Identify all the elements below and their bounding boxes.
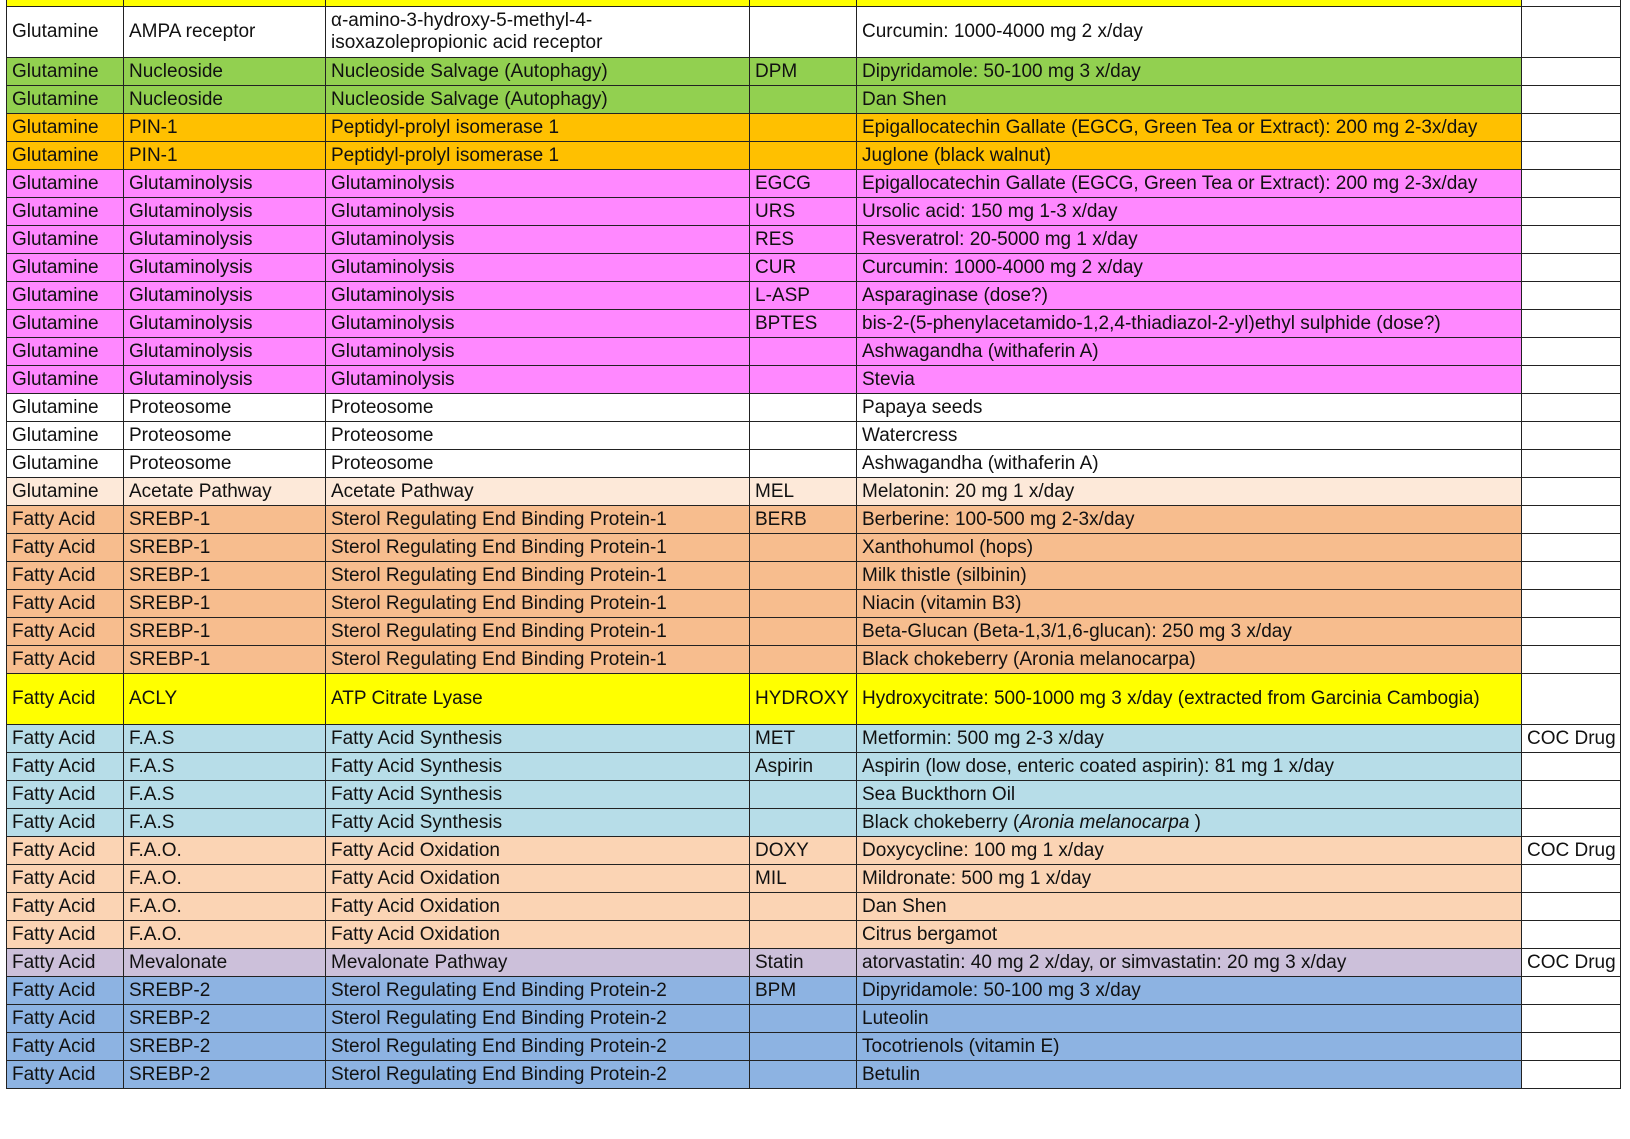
category-cell[interactable]: Glutamine [7,450,124,478]
treatment-cell[interactable]: Dipyridamole: 50-100 mg 3 x/day [857,977,1522,1005]
target-cell[interactable]: PIN-1 [124,142,326,170]
note-cell[interactable] [1522,921,1621,949]
pathway-cell[interactable]: Sterol Regulating End Binding Protein-2 [326,1033,750,1061]
abbreviation-cell[interactable] [750,921,857,949]
abbreviation-cell[interactable]: DPM [750,58,857,86]
pathway-cell[interactable]: Fatty Acid Synthesis [326,725,750,753]
category-cell[interactable]: Fatty Acid [7,674,124,725]
category-cell[interactable]: Glutamine [7,198,124,226]
pathway-cell[interactable]: α-amino-3-hydroxy-5-methyl-4-isoxazolepropionic acid receptor [326,7,750,58]
category-cell[interactable]: Glutamine [7,310,124,338]
table-row [7,170,1621,198]
pathway-cell[interactable]: Fatty Acid Oxidation [326,837,750,865]
target-cell[interactable]: Proteosome [124,422,326,450]
table-row [7,198,1621,226]
pathway-cell[interactable]: Proteosome [326,450,750,478]
pathway-cell[interactable]: Sterol Regulating End Binding Protein-1 [326,506,750,534]
abbreviation-cell[interactable] [750,394,857,422]
abbreviation-cell[interactable]: MEL [750,478,857,506]
target-cell[interactable]: F.A.O. [124,921,326,949]
category-cell[interactable]: Fatty Acid [7,562,124,590]
abbreviation-cell[interactable] [750,562,857,590]
pathway-cell[interactable]: Glutaminolysis [326,170,750,198]
table-row [7,422,1621,450]
category-cell[interactable]: Glutamine [7,114,124,142]
target-cell[interactable]: F.A.S [124,753,326,781]
table-body [7,0,1621,1089]
table-row [7,781,1621,809]
note-cell[interactable] [1522,198,1621,226]
pathway-cell[interactable]: Fatty Acid Synthesis [326,809,750,837]
category-cell[interactable]: Fatty Acid [7,725,124,753]
pathway-cell[interactable]: Nucleoside Salvage (Autophagy) [326,86,750,114]
table-row [7,114,1621,142]
category-cell[interactable]: Glutamine [7,282,124,310]
table-row [7,674,1621,725]
pathway-cell[interactable]: Sterol Regulating End Binding Protein-2 [326,1005,750,1033]
abbreviation-cell[interactable] [750,534,857,562]
pathway-cell[interactable]: Sterol Regulating End Binding Protein-2 [326,977,750,1005]
abbreviation-cell[interactable] [750,1005,857,1033]
category-cell[interactable]: Glutamine [7,58,124,86]
category-cell[interactable]: Fatty Acid [7,865,124,893]
pathway-cell[interactable]: Glutaminolysis [326,282,750,310]
note-cell[interactable] [1522,114,1621,142]
abbreviation-cell[interactable] [750,338,857,366]
target-cell[interactable]: SREBP-1 [124,618,326,646]
table-row [7,142,1621,170]
note-cell[interactable] [1522,590,1621,618]
category-cell[interactable]: Fatty Acid [7,534,124,562]
category-cell[interactable]: Fatty Acid [7,977,124,1005]
table-row [7,1061,1621,1089]
treatment-cell[interactable]: atorvastatin: 40 mg 2 x/day, or simvastatin: 20 mg 3 x/day [857,949,1522,977]
target-cell[interactable]: SREBP-2 [124,1033,326,1061]
target-cell[interactable]: SREBP-1 [124,646,326,674]
treatment-cell[interactable]: Melatonin: 20 mg 1 x/day [857,478,1522,506]
pathway-cell[interactable]: Glutaminolysis [326,310,750,338]
abbreviation-cell[interactable]: Statin [750,949,857,977]
target-cell[interactable]: Glutaminolysis [124,338,326,366]
target-cell[interactable]: F.A.S [124,725,326,753]
table-row [7,590,1621,618]
pathway-cell[interactable]: Sterol Regulating End Binding Protein-1 [326,646,750,674]
treatment-cell[interactable]: Curcumin: 1000-4000 mg 2 x/day [857,254,1522,282]
table-row [7,837,1621,865]
pathway-cell[interactable]: Peptidyl-prolyl isomerase 1 [326,142,750,170]
note-cell[interactable] [1522,142,1621,170]
note-cell[interactable] [1522,1033,1621,1061]
category-cell[interactable]: Glutamine [7,338,124,366]
table-row [7,725,1621,753]
table-row [7,893,1621,921]
target-cell[interactable]: Glutaminolysis [124,170,326,198]
treatment-cell[interactable]: Mildronate: 500 mg 1 x/day [857,865,1522,893]
note-cell[interactable] [1522,310,1621,338]
treatment-cell[interactable]: Niacin (vitamin B3) [857,590,1522,618]
pathway-cell[interactable]: Mevalonate Pathway [326,949,750,977]
category-cell[interactable]: Fatty Acid [7,893,124,921]
abbreviation-cell[interactable]: MET [750,725,857,753]
treatment-cell[interactable]: Milk thistle (silbinin) [857,562,1522,590]
pathway-cell[interactable]: Proteosome [326,394,750,422]
target-cell[interactable]: F.A.O. [124,893,326,921]
note-cell[interactable] [1522,394,1621,422]
spreadsheet-table [6,0,1621,1089]
target-cell[interactable]: F.A.O. [124,837,326,865]
treatment-cell[interactable]: Citrus bergamot [857,921,1522,949]
note-cell[interactable] [1522,674,1621,725]
category-cell[interactable]: Fatty Acid [7,837,124,865]
category-cell[interactable]: Fatty Acid [7,506,124,534]
pathway-cell[interactable]: Sterol Regulating End Binding Protein-1 [326,590,750,618]
pathway-cell[interactable]: Glutaminolysis [326,338,750,366]
abbreviation-cell[interactable] [750,7,857,58]
note-cell[interactable] [1522,977,1621,1005]
pathway-cell[interactable]: Fatty Acid Oxidation [326,893,750,921]
category-cell[interactable]: Fatty Acid [7,646,124,674]
category-cell[interactable]: Fatty Acid [7,1033,124,1061]
treatment-cell[interactable]: Dipyridamole: 50-100 mg 3 x/day [857,58,1522,86]
target-cell[interactable]: F.A.S [124,809,326,837]
pathway-cell[interactable]: Sterol Regulating End Binding Protein-1 [326,618,750,646]
target-cell[interactable]: Nucleoside [124,58,326,86]
target-cell[interactable]: Proteosome [124,394,326,422]
target-cell[interactable]: Glutaminolysis [124,254,326,282]
treatment-cell[interactable]: Epigallocatechin Gallate (EGCG, Green Tea or Extract): 200 mg 2-3x/day [857,170,1522,198]
table-row [7,366,1621,394]
pathway-cell[interactable]: Fatty Acid Oxidation [326,921,750,949]
abbreviation-cell[interactable]: HYDROXY [750,674,857,725]
pathway-cell[interactable]: Nucleoside Salvage (Autophagy) [326,58,750,86]
treatment-cell[interactable]: Asparaginase (dose?) [857,282,1522,310]
category-cell[interactable]: Glutamine [7,7,124,58]
table-row [7,865,1621,893]
target-cell[interactable]: F.A.S [124,781,326,809]
table-row [7,394,1621,422]
target-cell[interactable]: Mevalonate [124,949,326,977]
category-cell[interactable]: Glutamine [7,142,124,170]
treatment-cell[interactable]: Curcumin: 1000-4000 mg 2 x/day [857,7,1522,58]
abbreviation-cell[interactable]: BPM [750,977,857,1005]
abbreviation-cell[interactable] [750,1061,857,1089]
pathway-cell[interactable]: Proteosome [326,422,750,450]
note-cell[interactable] [1522,562,1621,590]
pathway-cell[interactable]: Sterol Regulating End Binding Protein-1 [326,534,750,562]
pathway-cell[interactable]: Sterol Regulating End Binding Protein-1 [326,562,750,590]
target-cell[interactable]: Glutaminolysis [124,282,326,310]
abbreviation-cell[interactable]: Aspirin [750,753,857,781]
table-row [7,534,1621,562]
table-row [7,1033,1621,1061]
note-cell[interactable] [1522,338,1621,366]
target-cell[interactable]: SREBP-1 [124,562,326,590]
note-cell[interactable] [1522,226,1621,254]
target-cell[interactable]: AMPA receptor [124,7,326,58]
pathway-cell[interactable]: Peptidyl-prolyl isomerase 1 [326,114,750,142]
table-row [7,226,1621,254]
table-row [7,1005,1621,1033]
target-cell[interactable]: Glutaminolysis [124,366,326,394]
abbreviation-cell[interactable] [750,86,857,114]
pathway-cell[interactable]: Fatty Acid Synthesis [326,753,750,781]
abbreviation-cell[interactable]: BPTES [750,310,857,338]
table-row [7,7,1621,58]
category-cell[interactable]: Glutamine [7,394,124,422]
table-row [7,282,1621,310]
table-row [7,450,1621,478]
category-cell[interactable]: Glutamine [7,86,124,114]
treatment-cell[interactable]: Ursolic acid: 150 mg 1-3 x/day [857,198,1522,226]
treatment-cell[interactable]: Xanthohumol (hops) [857,534,1522,562]
target-cell[interactable]: SREBP-2 [124,977,326,1005]
abbreviation-cell[interactable]: CUR [750,254,857,282]
table-row [7,949,1621,977]
treatment-text: Black chokeberry ( [862,811,1020,833]
pathway-cell[interactable]: Fatty Acid Oxidation [326,865,750,893]
target-cell[interactable]: SREBP-1 [124,506,326,534]
abbreviation-cell[interactable]: RES [750,226,857,254]
category-cell[interactable]: Fatty Acid [7,781,124,809]
abbreviation-cell[interactable] [750,114,857,142]
category-cell[interactable]: Fatty Acid [7,1005,124,1033]
target-cell[interactable]: SREBP-1 [124,534,326,562]
category-cell[interactable]: Glutamine [7,226,124,254]
pathway-cell[interactable]: Acetate Pathway [326,478,750,506]
treatment-cell[interactable]: Hydroxycitrate: 500-1000 mg 3 x/day (extracted from Garcinia Cambogia) [857,674,1522,725]
abbreviation-cell[interactable] [750,142,857,170]
treatment-species-italic: Aronia melanocarpa [1019,811,1190,833]
abbreviation-cell[interactable] [750,422,857,450]
table-row [7,254,1621,282]
treatment-cell[interactable]: Tocotrienols (vitamin E) [857,1033,1522,1061]
target-cell[interactable]: SREBP-1 [124,590,326,618]
table-row [7,618,1621,646]
pathway-cell[interactable]: Glutaminolysis [326,366,750,394]
note-cell[interactable] [1522,893,1621,921]
pathway-cell[interactable]: ATP Citrate Lyase [326,674,750,725]
table-row [7,338,1621,366]
abbreviation-cell[interactable]: URS [750,198,857,226]
category-cell[interactable]: Glutamine [7,422,124,450]
treatment-cell[interactable] [857,809,1522,837]
note-cell[interactable] [1522,86,1621,114]
note-cell[interactable] [1522,865,1621,893]
table-row [7,646,1621,674]
target-cell[interactable]: Proteosome [124,450,326,478]
target-cell[interactable]: Acetate Pathway [124,478,326,506]
table-row [7,562,1621,590]
treatment-cell[interactable]: Papaya seeds [857,394,1522,422]
table-row [7,86,1621,114]
category-cell[interactable]: Fatty Acid [7,590,124,618]
note-cell[interactable] [1522,422,1621,450]
treatment-cell[interactable]: Ashwagandha (withaferin A) [857,338,1522,366]
category-cell[interactable]: Glutamine [7,366,124,394]
target-cell[interactable]: SREBP-2 [124,1061,326,1089]
note-cell[interactable] [1522,58,1621,86]
pathway-cell[interactable]: Sterol Regulating End Binding Protein-2 [326,1061,750,1089]
target-cell[interactable]: F.A.O. [124,865,326,893]
table-row [7,478,1621,506]
note-cell[interactable] [1522,646,1621,674]
abbreviation-cell[interactable]: EGCG [750,170,857,198]
target-cell[interactable]: ACLY [124,674,326,725]
category-cell[interactable]: Glutamine [7,254,124,282]
target-cell[interactable]: PIN-1 [124,114,326,142]
category-cell[interactable]: Fatty Acid [7,753,124,781]
abbreviation-cell[interactable] [750,366,857,394]
abbreviation-cell[interactable] [750,646,857,674]
abbreviation-cell[interactable] [750,781,857,809]
note-cell[interactable] [1522,534,1621,562]
treatment-cell[interactable]: Sea Buckthorn Oil [857,781,1522,809]
target-cell[interactable]: Glutaminolysis [124,310,326,338]
note-cell[interactable]: COC Drug [1522,725,1621,753]
treatment-cell[interactable]: Betulin [857,1061,1522,1089]
treatment-cell[interactable]: Aspirin (low dose, enteric coated aspirin): 81 mg 1 x/day [857,753,1522,781]
note-cell[interactable] [1522,1061,1621,1089]
abbreviation-cell[interactable]: MIL [750,865,857,893]
treatment-cell[interactable]: Dan Shen [857,893,1522,921]
note-cell[interactable] [1522,618,1621,646]
note-cell[interactable] [1522,809,1621,837]
note-cell[interactable] [1522,170,1621,198]
abbreviation-cell[interactable] [750,450,857,478]
table-row [7,310,1621,338]
table-row [7,753,1621,781]
category-cell[interactable]: Glutamine [7,478,124,506]
pathway-cell[interactable]: Glutaminolysis [326,198,750,226]
treatment-cell[interactable]: Ashwagandha (withaferin A) [857,450,1522,478]
note-cell[interactable] [1522,7,1621,58]
target-cell[interactable]: Glutaminolysis [124,226,326,254]
pathway-cell[interactable]: Fatty Acid Synthesis [326,781,750,809]
abbreviation-cell[interactable] [750,618,857,646]
abbreviation-cell[interactable] [750,809,857,837]
category-cell[interactable]: Fatty Acid [7,1061,124,1089]
note-cell[interactable] [1522,478,1621,506]
abbreviation-cell[interactable] [750,893,857,921]
category-cell[interactable]: Fatty Acid [7,949,124,977]
note-cell[interactable] [1522,506,1621,534]
table-row [7,977,1621,1005]
treatment-cell[interactable]: Doxycycline: 100 mg 1 x/day [857,837,1522,865]
note-cell[interactable]: COC Drug [1522,837,1621,865]
abbreviation-cell[interactable]: L-ASP [750,282,857,310]
note-cell[interactable] [1522,254,1621,282]
note-cell[interactable] [1522,282,1621,310]
treatment-cell[interactable]: Resveratrol: 20-5000 mg 1 x/day [857,226,1522,254]
treatment-cell[interactable]: Beta-Glucan (Beta-1,3/1,6-glucan): 250 mg 3 x/day [857,618,1522,646]
treatment-cell[interactable]: bis-2-(5-phenylacetamido-1,2,4-thiadiazol-2-yl)ethyl sulphide (dose?) [857,310,1522,338]
treatment-cell[interactable]: Juglone (black walnut) [857,142,1522,170]
note-cell[interactable] [1522,753,1621,781]
category-cell[interactable]: Glutamine [7,170,124,198]
note-cell[interactable] [1522,781,1621,809]
treatment-cell[interactable]: Metformin: 500 mg 2-3 x/day [857,725,1522,753]
note-cell[interactable] [1522,450,1621,478]
treatment-cell[interactable]: Black chokeberry (Aronia melanocarpa) [857,646,1522,674]
category-cell[interactable]: Fatty Acid [7,921,124,949]
note-cell[interactable] [1522,366,1621,394]
category-cell[interactable]: Fatty Acid [7,618,124,646]
pathway-cell[interactable]: Glutaminolysis [326,254,750,282]
target-cell[interactable]: SREBP-2 [124,1005,326,1033]
table-row [7,506,1621,534]
pathway-cell[interactable]: Glutaminolysis [326,226,750,254]
category-cell[interactable]: Fatty Acid [7,809,124,837]
table-row [7,58,1621,86]
abbreviation-cell[interactable] [750,1033,857,1061]
treatment-cell[interactable]: Berberine: 100-500 mg 2-3x/day [857,506,1522,534]
treatment-text-tail: ) [1189,811,1201,833]
abbreviation-cell[interactable]: DOXY [750,837,857,865]
note-cell[interactable] [1522,1005,1621,1033]
table-row [7,921,1621,949]
treatment-cell[interactable]: Watercress [857,422,1522,450]
note-cell[interactable]: COC Drug [1522,949,1621,977]
abbreviation-cell[interactable]: BERB [750,506,857,534]
table-row [7,809,1621,837]
target-cell[interactable]: Nucleoside [124,86,326,114]
treatment-cell[interactable]: Epigallocatechin Gallate (EGCG, Green Tea or Extract): 200 mg 2-3x/day [857,114,1522,142]
treatment-cell[interactable]: Dan Shen [857,86,1522,114]
treatment-cell[interactable]: Stevia [857,366,1522,394]
target-cell[interactable]: Glutaminolysis [124,198,326,226]
abbreviation-cell[interactable] [750,590,857,618]
treatment-cell[interactable]: Luteolin [857,1005,1522,1033]
